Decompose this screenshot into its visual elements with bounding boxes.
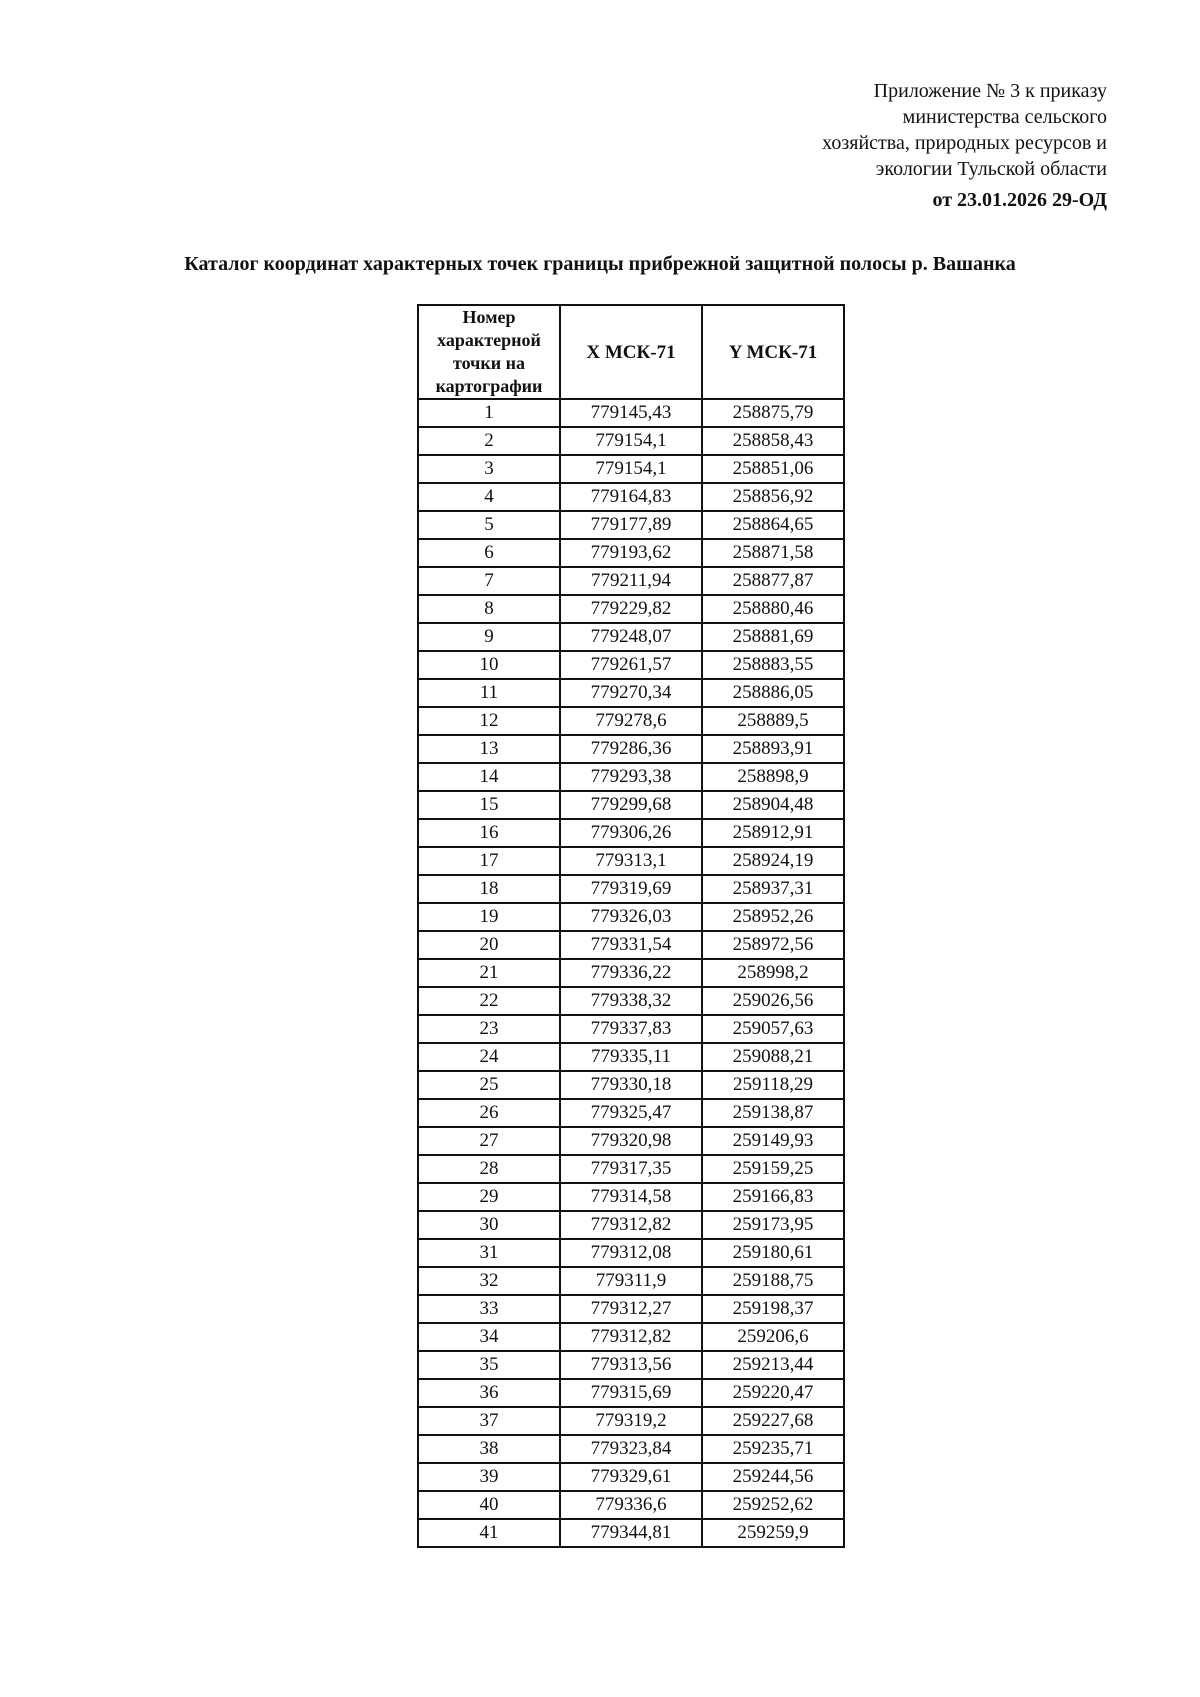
cell-point-number: 25 xyxy=(418,1071,560,1099)
cell-y-coordinate: 258858,43 xyxy=(702,427,844,455)
cell-y-coordinate: 258871,58 xyxy=(702,539,844,567)
cell-y-coordinate: 259026,56 xyxy=(702,987,844,1015)
cell-x-coordinate: 779313,1 xyxy=(560,847,702,875)
cell-y-coordinate: 259138,87 xyxy=(702,1099,844,1127)
column-header-y: Y МСК-71 xyxy=(702,305,844,399)
cell-x-coordinate: 779336,22 xyxy=(560,959,702,987)
cell-x-coordinate: 779312,82 xyxy=(560,1211,702,1239)
cell-x-coordinate: 779299,68 xyxy=(560,791,702,819)
cell-x-coordinate: 779326,03 xyxy=(560,903,702,931)
cell-x-coordinate: 779261,57 xyxy=(560,651,702,679)
cell-y-coordinate: 258880,46 xyxy=(702,595,844,623)
cell-point-number: 3 xyxy=(418,455,560,483)
table-row xyxy=(418,1491,844,1519)
table-header-row xyxy=(418,305,844,399)
table-row xyxy=(418,1295,844,1323)
cell-point-number: 13 xyxy=(418,735,560,763)
cell-x-coordinate: 779278,6 xyxy=(560,707,702,735)
column-header-x: X МСК-71 xyxy=(560,305,702,399)
cell-y-coordinate: 259227,68 xyxy=(702,1407,844,1435)
cell-y-coordinate: 259188,75 xyxy=(702,1267,844,1295)
cell-y-coordinate: 258937,31 xyxy=(702,875,844,903)
cell-x-coordinate: 779312,08 xyxy=(560,1239,702,1267)
cell-point-number: 9 xyxy=(418,623,560,651)
cell-point-number: 10 xyxy=(418,651,560,679)
table-row xyxy=(418,623,844,651)
cell-x-coordinate: 779337,83 xyxy=(560,1015,702,1043)
cell-point-number: 4 xyxy=(418,483,560,511)
cell-y-coordinate: 258864,65 xyxy=(702,511,844,539)
cell-x-coordinate: 779330,18 xyxy=(560,1071,702,1099)
table-row xyxy=(418,567,844,595)
cell-y-coordinate: 259088,21 xyxy=(702,1043,844,1071)
cell-x-coordinate: 779312,27 xyxy=(560,1295,702,1323)
table-row xyxy=(418,1099,844,1127)
table-row xyxy=(418,931,844,959)
cell-x-coordinate: 779329,61 xyxy=(560,1463,702,1491)
cell-point-number: 5 xyxy=(418,511,560,539)
cell-x-coordinate: 779145,43 xyxy=(560,399,702,427)
cell-point-number: 26 xyxy=(418,1099,560,1127)
cell-x-coordinate: 779312,82 xyxy=(560,1323,702,1351)
cell-x-coordinate: 779211,94 xyxy=(560,567,702,595)
table-row xyxy=(418,511,844,539)
cell-point-number: 35 xyxy=(418,1351,560,1379)
table-row xyxy=(418,1127,844,1155)
table-row xyxy=(418,791,844,819)
cell-x-coordinate: 779315,69 xyxy=(560,1379,702,1407)
cell-y-coordinate: 258952,26 xyxy=(702,903,844,931)
order-reference: от 23.01.2026 29-ОД xyxy=(932,189,1107,211)
cell-y-coordinate: 259252,62 xyxy=(702,1491,844,1519)
cell-x-coordinate: 779317,35 xyxy=(560,1155,702,1183)
cell-point-number: 31 xyxy=(418,1239,560,1267)
cell-point-number: 12 xyxy=(418,707,560,735)
cell-x-coordinate: 779338,32 xyxy=(560,987,702,1015)
cell-y-coordinate: 259159,25 xyxy=(702,1155,844,1183)
cell-point-number: 23 xyxy=(418,1015,560,1043)
table-row xyxy=(418,735,844,763)
cell-point-number: 1 xyxy=(418,399,560,427)
table-row xyxy=(418,399,844,427)
cell-x-coordinate: 779177,89 xyxy=(560,511,702,539)
cell-x-coordinate: 779323,84 xyxy=(560,1435,702,1463)
cell-y-coordinate: 259206,6 xyxy=(702,1323,844,1351)
cell-x-coordinate: 779248,07 xyxy=(560,623,702,651)
cell-y-coordinate: 259244,56 xyxy=(702,1463,844,1491)
cell-point-number: 2 xyxy=(418,427,560,455)
table-row xyxy=(418,1379,844,1407)
table-row xyxy=(418,1463,844,1491)
table-row xyxy=(418,959,844,987)
table-row xyxy=(418,1183,844,1211)
cell-y-coordinate: 259149,93 xyxy=(702,1127,844,1155)
cell-point-number: 11 xyxy=(418,679,560,707)
table-row xyxy=(418,1435,844,1463)
cell-x-coordinate: 779319,2 xyxy=(560,1407,702,1435)
cell-x-coordinate: 779270,34 xyxy=(560,679,702,707)
table-row xyxy=(418,1043,844,1071)
cell-y-coordinate: 259213,44 xyxy=(702,1351,844,1379)
cell-x-coordinate: 779313,56 xyxy=(560,1351,702,1379)
cell-y-coordinate: 258924,19 xyxy=(702,847,844,875)
cell-y-coordinate: 258875,79 xyxy=(702,399,844,427)
cell-point-number: 32 xyxy=(418,1267,560,1295)
cell-x-coordinate: 779286,36 xyxy=(560,735,702,763)
cell-point-number: 28 xyxy=(418,1155,560,1183)
cell-point-number: 30 xyxy=(418,1211,560,1239)
cell-x-coordinate: 779293,38 xyxy=(560,763,702,791)
table-body xyxy=(418,399,844,1547)
cell-y-coordinate: 259259,9 xyxy=(702,1519,844,1547)
table-row xyxy=(418,707,844,735)
cell-x-coordinate: 779229,82 xyxy=(560,595,702,623)
cell-y-coordinate: 258889,5 xyxy=(702,707,844,735)
cell-y-coordinate: 259166,83 xyxy=(702,1183,844,1211)
cell-point-number: 41 xyxy=(418,1519,560,1547)
cell-y-coordinate: 259180,61 xyxy=(702,1239,844,1267)
cell-x-coordinate: 779311,9 xyxy=(560,1267,702,1295)
cell-point-number: 34 xyxy=(418,1323,560,1351)
cell-y-coordinate: 258898,9 xyxy=(702,763,844,791)
cell-point-number: 14 xyxy=(418,763,560,791)
table-row xyxy=(418,1155,844,1183)
cell-x-coordinate: 779325,47 xyxy=(560,1099,702,1127)
cell-point-number: 6 xyxy=(418,539,560,567)
appendix-line: министерства сельского xyxy=(902,106,1107,128)
cell-point-number: 27 xyxy=(418,1127,560,1155)
cell-point-number: 29 xyxy=(418,1183,560,1211)
cell-y-coordinate: 258856,92 xyxy=(702,483,844,511)
cell-point-number: 8 xyxy=(418,595,560,623)
table-row xyxy=(418,427,844,455)
cell-point-number: 36 xyxy=(418,1379,560,1407)
cell-y-coordinate: 258881,69 xyxy=(702,623,844,651)
table-row xyxy=(418,1519,844,1547)
column-header-point-number: Номер характерной точки на картографии xyxy=(418,305,560,399)
cell-point-number: 19 xyxy=(418,903,560,931)
table-row xyxy=(418,1407,844,1435)
cell-y-coordinate: 258886,05 xyxy=(702,679,844,707)
cell-x-coordinate: 779344,81 xyxy=(560,1519,702,1547)
cell-y-coordinate: 258904,48 xyxy=(702,791,844,819)
cell-y-coordinate: 258912,91 xyxy=(702,819,844,847)
table-row xyxy=(418,539,844,567)
cell-point-number: 39 xyxy=(418,1463,560,1491)
cell-y-coordinate: 259198,37 xyxy=(702,1295,844,1323)
cell-x-coordinate: 779319,69 xyxy=(560,875,702,903)
table-row xyxy=(418,455,844,483)
table-row xyxy=(418,875,844,903)
table-row xyxy=(418,1071,844,1099)
table-row xyxy=(418,847,844,875)
table-row xyxy=(418,1211,844,1239)
cell-x-coordinate: 779154,1 xyxy=(560,455,702,483)
coordinates-table xyxy=(417,304,845,1548)
table-row xyxy=(418,903,844,931)
cell-point-number: 21 xyxy=(418,959,560,987)
cell-point-number: 18 xyxy=(418,875,560,903)
appendix-line: хозяйства, природных ресурсов и xyxy=(822,132,1107,154)
cell-x-coordinate: 779306,26 xyxy=(560,819,702,847)
cell-x-coordinate: 779331,54 xyxy=(560,931,702,959)
document-title: Каталог координат характерных точек границы прибрежной защитной полосы р. Вашанка xyxy=(184,253,1016,275)
cell-y-coordinate: 259173,95 xyxy=(702,1211,844,1239)
cell-y-coordinate: 259118,29 xyxy=(702,1071,844,1099)
cell-y-coordinate: 259235,71 xyxy=(702,1435,844,1463)
cell-point-number: 24 xyxy=(418,1043,560,1071)
cell-y-coordinate: 258877,87 xyxy=(702,567,844,595)
cell-point-number: 33 xyxy=(418,1295,560,1323)
cell-point-number: 37 xyxy=(418,1407,560,1435)
cell-x-coordinate: 779320,98 xyxy=(560,1127,702,1155)
cell-x-coordinate: 779154,1 xyxy=(560,427,702,455)
cell-point-number: 15 xyxy=(418,791,560,819)
cell-x-coordinate: 779336,6 xyxy=(560,1491,702,1519)
table-row xyxy=(418,987,844,1015)
table-row xyxy=(418,1323,844,1351)
cell-y-coordinate: 258998,2 xyxy=(702,959,844,987)
table-row xyxy=(418,763,844,791)
table-row xyxy=(418,595,844,623)
cell-x-coordinate: 779193,62 xyxy=(560,539,702,567)
cell-y-coordinate: 259057,63 xyxy=(702,1015,844,1043)
table-row xyxy=(418,1351,844,1379)
cell-point-number: 38 xyxy=(418,1435,560,1463)
cell-y-coordinate: 258893,91 xyxy=(702,735,844,763)
cell-point-number: 40 xyxy=(418,1491,560,1519)
cell-y-coordinate: 258851,06 xyxy=(702,455,844,483)
cell-point-number: 17 xyxy=(418,847,560,875)
cell-point-number: 16 xyxy=(418,819,560,847)
cell-point-number: 20 xyxy=(418,931,560,959)
table-row xyxy=(418,1015,844,1043)
cell-point-number: 7 xyxy=(418,567,560,595)
cell-x-coordinate: 779335,11 xyxy=(560,1043,702,1071)
table-row xyxy=(418,679,844,707)
table-row xyxy=(418,1239,844,1267)
table-row xyxy=(418,483,844,511)
cell-y-coordinate: 258972,56 xyxy=(702,931,844,959)
cell-y-coordinate: 258883,55 xyxy=(702,651,844,679)
appendix-line: Приложение № 3 к приказу xyxy=(873,80,1107,102)
cell-x-coordinate: 779164,83 xyxy=(560,483,702,511)
cell-x-coordinate: 779314,58 xyxy=(560,1183,702,1211)
table-row xyxy=(418,819,844,847)
table-row xyxy=(418,651,844,679)
cell-point-number: 22 xyxy=(418,987,560,1015)
cell-y-coordinate: 259220,47 xyxy=(702,1379,844,1407)
appendix-note xyxy=(822,78,1107,182)
appendix-line: экологии Тульской области xyxy=(875,158,1107,180)
table-row xyxy=(418,1267,844,1295)
